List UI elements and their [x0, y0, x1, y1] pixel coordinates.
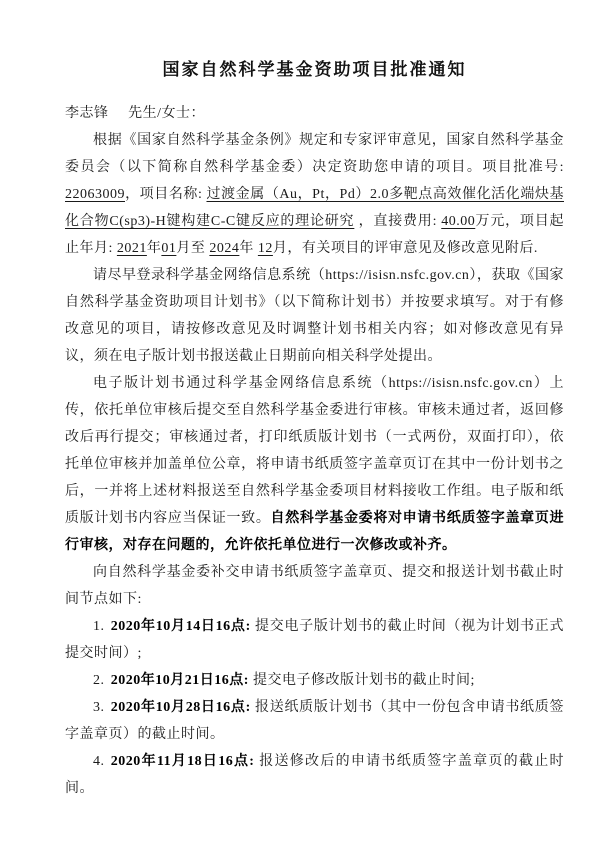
start-year: 2021 [116, 241, 147, 256]
deadline-item-4 [65, 748, 564, 802]
recipient-name: 李志锋 [65, 106, 109, 121]
submission-bold-note: 自然科学基金委将对申请书纸质签字盖章页进行审核，对存在问题的，允许依托单位进行一次修改或补齐。 [65, 511, 565, 553]
deadline-datetime-1: 2020年10月14日16点: [110, 619, 251, 634]
start-month: 01 [161, 241, 177, 256]
project-name-label: ，项目名称: [125, 187, 207, 202]
deadline-item-2 [65, 667, 564, 694]
year-char-2: 年 [239, 241, 258, 256]
salutation-text: 先生/女士： [128, 106, 205, 121]
deadline-desc-3: 报送纸质版计划书（其中一份包含申请书纸质签字盖章页）的截止时间。 [65, 700, 564, 742]
deadline-datetime-4: 2020年11月18日16点: [110, 754, 255, 769]
greeting-line [65, 100, 564, 127]
grant-number: 22063009 [65, 187, 125, 202]
deadline-datetime-2: 2020年10月21日16点: [110, 673, 249, 688]
end-year: 2024 [209, 241, 240, 256]
deadline-number-4: 4. [93, 754, 105, 769]
paragraph-deadline-intro: 向自然科学基金委补交申请书纸质签字盖章页、提交和报送计划书截止时间节点如下: [65, 565, 564, 607]
direct-cost-value: 40.00 [441, 214, 476, 229]
to-separator: 月至 [176, 241, 210, 256]
approval-intro-text: 根据《国家自然科学基金条例》规定和专家评审意见，国家自然科学基金委员会（以下简称自然科学基金委）决定资助您申请的项目。项目批准号: [65, 133, 564, 175]
project-title: 过渡金属（Au，Pt，Pd）2.0多靶点高效催化活化端炔基化合物C(sp3)-H键构建C-C键反应的理论研究 [65, 187, 564, 229]
submission-normal-text: 电子版计划书通过科学基金网络信息系统（https://isisn.nsfc.gov.cn）上传，依托单位审核后提交至自然科学基金委进行审核。审核未通过者，返回修改后再行提交；审核通过者，打印纸质版计划书（一式两份，双面打印），依托单位审核并加盖单位公章，将申请书纸质签字盖章页订在其中一份计划书之后，一并将上述材料报送至自然科学基金委项目材料接收工作组。电子版和纸质版计划书内容应当保证一致。 [65, 376, 564, 526]
paragraph-approval [65, 127, 564, 262]
deadline-datetime-3: 2020年10月28日16点: [110, 700, 251, 715]
paragraph-submission-process [65, 370, 564, 559]
document-title: 国家自然科学基金资助项目批准通知 [162, 60, 467, 79]
deadline-desc-4: 报送修改后的申请书纸质签字盖章页的截止时间。 [65, 754, 565, 796]
deadline-desc-2: 提交电子修改版计划书的截止时间; [248, 673, 475, 688]
deadline-desc-1: 提交电子版计划书的截止时间（视为计划书正式提交时间）; [65, 619, 564, 661]
paragraph-login-instructions: 请尽早登录科学基金网络信息系统（https://isisn.nsfc.gov.cn），获取《国家自然科学基金资助项目计划书》（以下简称计划书）并按要求填写。对于有修改意见的项目，请按修改意见及时调整计划书相关内容；如对修改意见有异议，须在电子版计划书报送截止日期前向相关科学处提出。 [65, 268, 564, 364]
deadline-item-3 [65, 694, 564, 748]
deadline-number-2: 2. [93, 673, 105, 688]
approval-tail-text: 月，有关项目的评审意见及修改意见附后. [272, 241, 538, 256]
deadline-number-3: 3. [93, 700, 105, 715]
deadline-item-1 [65, 613, 564, 667]
year-char-1: 年 [146, 241, 162, 256]
direct-cost-label: ，直接费用: [354, 214, 442, 229]
project-period-label: 万元，项目起止年月: [65, 214, 564, 256]
deadline-number-1: 1. [93, 619, 105, 634]
end-month: 12 [257, 241, 273, 256]
